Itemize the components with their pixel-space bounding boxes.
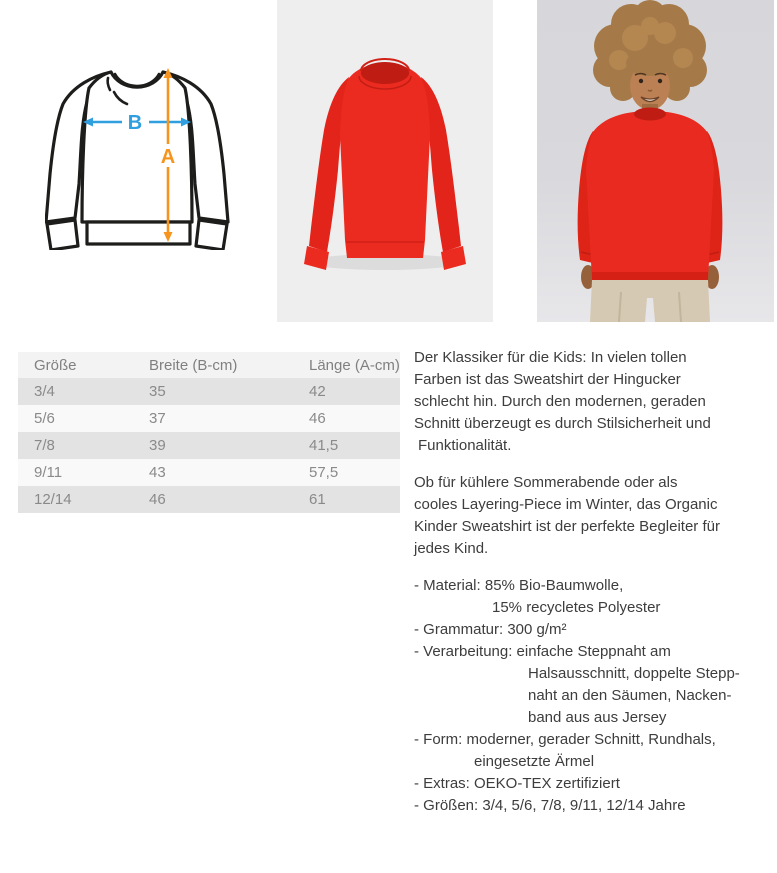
description-line: Funktionalität.: [418, 437, 512, 454]
size-table-cell: 5/6: [18, 405, 133, 432]
size-table-cell: 46: [133, 486, 293, 513]
description-line: eingesetzte Ärmel: [474, 753, 595, 770]
description-line: Kinder Sweatshirt ist der perfekte Begleiter für: [414, 518, 720, 535]
size-diagram-image[interactable]: [45, 64, 245, 250]
size-table-row: [18, 378, 400, 405]
size-table-row: [18, 432, 400, 459]
size-table-head-row: [18, 352, 400, 378]
description-line: - Form: moderner, gerader Schnitt, Rundhals,: [414, 731, 716, 748]
size-table-cell: 57,5: [293, 459, 400, 486]
size-table-cell: 43: [133, 459, 293, 486]
description-line: Halsausschnitt, doppelte Stepp-: [528, 665, 740, 682]
red-sweatshirt-flat-icon: [277, 0, 493, 322]
size-table-cell: 41,5: [293, 432, 400, 459]
description-line: - Extras: OEKO-TEX zertifiziert: [414, 775, 620, 792]
length-label: A: [160, 146, 176, 168]
product-description: [414, 347, 770, 817]
size-table-header-cell: Länge (A-cm): [293, 352, 400, 378]
description-line: jedes Kind.: [414, 540, 489, 557]
description-line: Farben ist das Sweatshirt der Hingucker: [414, 371, 681, 388]
description-line: schlecht hin. Durch den modernen, geraden: [414, 393, 706, 410]
usage-paragraph: [414, 472, 770, 560]
description-line: 15% recycletes Polyester: [492, 599, 661, 616]
description-line: - Grammatur: 300 g/m²: [414, 621, 567, 638]
description-line: Schnitt überzeugt es durch Stilsicherheit und: [414, 415, 711, 432]
size-table-cell: 61: [293, 486, 400, 513]
size-table-row: [18, 405, 400, 432]
sweatshirt-outline-icon: [45, 64, 245, 250]
size-table-cell: 39: [133, 432, 293, 459]
child-model-icon: [537, 0, 774, 322]
product-photo-flat[interactable]: [277, 0, 493, 322]
details-list: [414, 575, 770, 817]
size-table-cell: 3/4: [18, 378, 133, 405]
description-line: Ob für kühlere Sommerabende oder als: [414, 474, 678, 491]
intro-paragraph: [414, 347, 770, 457]
description-line: cooles Layering-Piece im Winter, das Organic: [414, 496, 718, 513]
description-line: band aus aus Jersey: [528, 709, 667, 726]
description-line: naht an den Säumen, Nacken-: [528, 687, 732, 704]
description-line: Der Klassiker für die Kids: In vielen tollen: [414, 349, 687, 366]
size-table-cell: 42: [293, 378, 400, 405]
size-table-row: [18, 459, 400, 486]
product-photo-model[interactable]: [537, 0, 774, 322]
size-table-cell: 46: [293, 405, 400, 432]
size-table-body: [18, 378, 400, 513]
size-table-cell: 35: [133, 378, 293, 405]
description-line: - Material: 85% Bio-Baumwolle,: [414, 577, 624, 594]
size-table-cell: 37: [133, 405, 293, 432]
size-table: [18, 352, 400, 513]
size-table-cell: 12/14: [18, 486, 133, 513]
size-table-cell: 7/8: [18, 432, 133, 459]
size-table-header-cell: Größe: [18, 352, 133, 378]
width-label: B: [127, 112, 143, 134]
description-line: - Verarbeitung: einfache Steppnaht am: [414, 643, 671, 660]
size-table-row: [18, 486, 400, 513]
description-line: - Größen: 3/4, 5/6, 7/8, 9/11, 12/14 Jahre: [414, 797, 686, 814]
size-table-cell: 9/11: [18, 459, 133, 486]
size-table-header-cell: Breite (B-cm): [133, 352, 293, 378]
